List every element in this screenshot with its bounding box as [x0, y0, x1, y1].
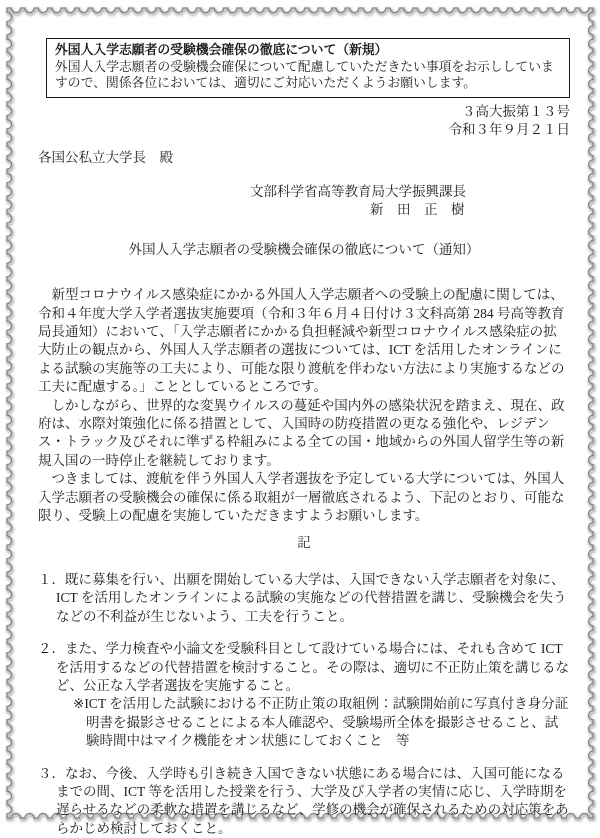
item-2-text: また、学力検査や小論文を受験科目として設けている場合には、それも含めて ICT を活用するなどの代替措置を検討すること。その際は、適切に不正防止策を講じるなど、公正な入学者選抜を実施すること。 [56, 641, 569, 693]
document-number: ３高大振第１３号 [462, 103, 570, 119]
item-2-number: ２． [38, 641, 65, 657]
document-date: 令和３年９月２１日 [448, 122, 570, 138]
list-item-2 [38, 640, 570, 750]
sender-name: 新 田 正 樹 [370, 202, 465, 218]
ki-marker: 記 [297, 534, 311, 550]
note-text: ICT を活用した試験における不正防止策の取組例：試験開始前に写真付き身分証明書を撮影させることによる本人確認や、受験場所全体を撮影させること、試験時間中はマイク機能をオン状態にしておくこと 等 [84, 696, 569, 749]
document-meta [38, 103, 570, 140]
sender-block [250, 183, 570, 220]
header-box-title: 外国人入学志願者の受験機会確保の徹底について（新規） [55, 42, 388, 57]
body-paragraph-3: つきましては、渡航を伴う外国人入学者選抜を予定している大学については、外国人入学志願者の受験機会の確保に係る取組が一層徹底されるよう、下記のとおり、可能な限り、受験上の配慮を実施していただきますようお願いします。 [38, 471, 565, 524]
item-1-number: １． [38, 571, 65, 587]
item-2-note [56, 695, 570, 750]
body-paragraph-2: しかしながら、世界的な変異ウイルスの蔓延や国内外の感染状況を踏まえ、現在、政府は、水際対策強化に係る措置として、入国時の防疫措置の更なる強化や、レジデンス・トラック及びそれに準ずる枠組みによる全ての国・地域からの外国人留学生等の新規入国の一時停止を継続しております。 [38, 397, 565, 468]
header-summary-box [46, 38, 570, 98]
header-box-body: 外国人入学志願者の受験機会確保について配慮していただきたい事項をお示ししていますので、関係各位においては、適切にご対応いただくようお願いします。 [55, 58, 554, 91]
item-1-text: 既に募集を行い、出願を開始している大学は、入国できない入学志願者を対象に、ICT を活用したオンラインによる試験の実施などの代替措置を講じ、受験機会を失うなどの不利益が生じないよう、工夫を行うこと。 [56, 571, 567, 624]
sender-title: 文部科学省高等教育局大学振興課長 [250, 184, 466, 199]
addressee-line: 各国公私立大学長 殿 [38, 149, 173, 165]
body-text [38, 286, 570, 525]
numbered-items [38, 571, 570, 838]
subject-title: 外国人入学志願者の受験機会確保の徹底について（通知） [128, 241, 480, 257]
item-3-text: なお、今後、入学時も引き続き入国できない状態にある場合には、入国可能になるまでの間、ICT 等を活用した授業を行う、大学及び入学者の実情に応じ、入学時期を遅らせるなどの柔軟な措置を講じるなど、学修の機会が確保されるための対応策をあらかじめ検討しておくこと。 [56, 765, 569, 836]
item-3-number: ３． [38, 765, 65, 781]
list-item-1 [38, 571, 570, 626]
note-marker: ※ [73, 696, 85, 712]
body-paragraph-1: 新型コロナウイルス感染症にかかる外国人入学志願者への受験上の配慮に関しては、令和４年度大学入学者選抜実施要項（令和３年６月４日付け３文科高第 284 号高等教育局長通知）において、「入学志願者にかかる負担軽減や新型コロナウイルス感染症の拡大防止の観点から、外国人入学志願者の選抜については、ICT を活用したオンラインによる試験の実施等の工夫により、可能な限り渡航を伴わない方法により実施するなどの工夫に配慮する。」こととしているところです。 [38, 287, 565, 395]
